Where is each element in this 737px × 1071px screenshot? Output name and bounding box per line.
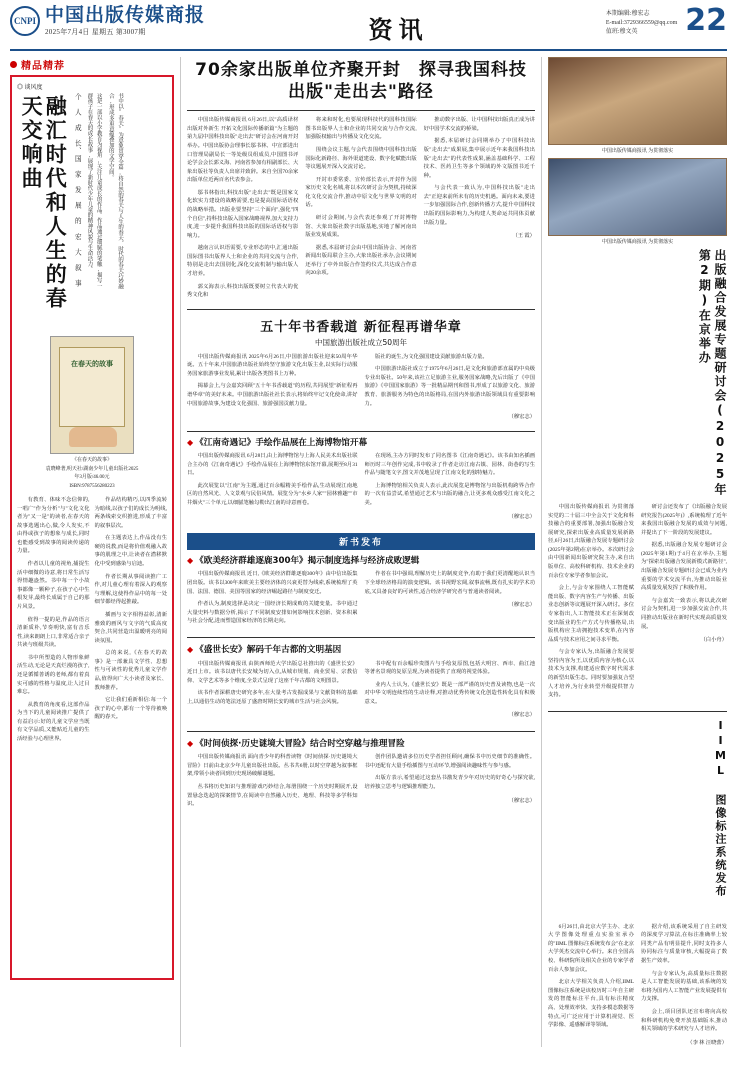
book2-body	[187, 660, 535, 724]
photo-caption-2: 中国出版传媒商报讯 为贯彻落实	[601, 240, 674, 245]
book1-col-2	[365, 570, 536, 629]
travel-col-1	[187, 353, 358, 426]
paragraph: 中国出版传媒商报讯 6月28日,由上海博物馆与上海人民美术出版社联合主办的《江南奇遇记》手绘作品展在上海博物馆东馆开幕,展期至8月31日。	[187, 453, 358, 477]
feature-text-columns	[17, 496, 167, 748]
paragraph: 将来和时化,也要展现科技代的国科技国际图书出版界人士和企业的共同交流与合作交流,加强版权输出与传播及文化交流。	[305, 117, 417, 141]
byline: （穆宏志）	[508, 602, 535, 609]
book1-col-1	[187, 570, 358, 629]
paragraph: 中国出版传媒商报讯 面向青少年的科普读物《时间侦探·历史谜境大冒险》日前由北京少年儿童出版社出版。丛书共6册,以时空穿越为叙事框架,带领小读者回到历史现场破解谜题。	[187, 754, 358, 778]
paragraph: 与会代表一致认为,中国科技出版"走出去"正迎来前所未有的历史机遇。面向未来,要进一步加强国际合作,创新传播方式,提升中国科技出版的国际影响力,为构建人类命运共同体贡献出版力量。	[423, 185, 535, 226]
publication-date: 2025年7月4日 星期五 第3007期	[45, 27, 146, 36]
byline: （穆宏志）	[508, 513, 535, 520]
book1-heading	[187, 556, 535, 568]
paragraph: 此次展览以"江南"为主题,通过百余幅精美手绘作品,生动展现江南地区的自然风光、人文景观与民俗风情。展览分为"水乡人家""园林雅趣""市井烟火"三个单元,以细腻笔触勾勒出江南的诗意画卷。	[187, 482, 358, 506]
divider	[187, 637, 535, 638]
paragraph: 中国出版传媒商报讯 2025年6月26日,中国旅游出版社迎来50周年华诞。五十年来,中国旅游出版社始终坚守旅游文化出版主业,以实际行动服务国家旅游事业发展,累计出版各类图书上万种。	[187, 353, 358, 377]
lead-col-3	[424, 116, 535, 304]
right-block-2	[548, 923, 727, 1051]
byline: （白小舟）	[700, 637, 727, 644]
paragraph: 北京大学相关负责人介绍,IIML 图像标注系统是该校历时三年自主研发的智能标注平台,具有标注精度高、处理效率快、支持多模态数据等特点,可广泛应用于计算机视觉、医学影像、遥感解译等领域。	[548, 979, 634, 1029]
feature-topic: ◎ 谈风度	[17, 85, 43, 91]
book3-col-2	[365, 753, 536, 812]
paragraph: 丛书将历史知识与推理游戏巧妙结合,每册围绕一个历史时期展开,设置悬念迭起的探案情节,在阅读中自然融入历史、地理、科技等多学科知识。	[187, 784, 358, 808]
paragraph: 创作团队邀请多位历史学者担任顾问,确保书中历史细节的准确性。书中还配有大量手绘插图与互动环节,增强阅读趣味性与参与感。	[364, 754, 535, 769]
book1-heading-text: 《欧美经济群雄逐鹿300年》揭示制度选择与经济成败逻辑	[195, 555, 420, 566]
paragraph: 在主题表达上,作品没有生硬的说教,而是将价值观融入故事的肌理之中,让读者在潜移默化中受到感染与启迪。	[94, 535, 167, 568]
exhibition-col-1	[187, 452, 358, 525]
book3-col-1	[187, 753, 358, 812]
book3-body	[187, 753, 535, 812]
exhibition-col-2	[365, 452, 536, 525]
book-caption	[17, 457, 167, 491]
divider	[187, 431, 535, 432]
right-headline-2: IIML 图像标注系统发布	[714, 718, 727, 898]
logo-block	[10, 6, 260, 36]
paragraph: 它让我们重新相信:每一个孩子的心中,都有一个等待被唤醒的春天。	[94, 697, 167, 721]
photo-caption-1: 中国出版传媒商报讯 为贯彻落实	[601, 149, 674, 154]
book3-heading-text: 《时间侦探·历史谜境大冒险》结合时空穿越与推理冒险	[195, 738, 405, 749]
paragraph: 中国旅游出版社成立于1975年6月26日,是文化和旅游部直属的中央级专业出版社。50年来,该社立足旅游主业,服务国家战略,先后出版了《中国旅游》《中国国家旅游》等一批精品期刊和图书,形成了以旅游文化、旅游教育、旅游服务为特色的出版格局,在国内外旅游出版领域具有重要影响力。	[364, 366, 535, 407]
paragraph: 中国出版传媒商报讯 近日,《欧美经济群雄逐鹿300年》由中信出版集团出版。该书以300年来欧美主要经济体的兴衰更替为线索,系统梳理了英国、法国、德国、美国等国家的经济崛起路径与制度变迁。	[187, 571, 358, 595]
right-block-1-col-1	[548, 503, 634, 704]
masthead-meta	[606, 6, 677, 37]
page-number: 22	[685, 3, 727, 38]
masthead	[10, 3, 727, 51]
feature-lead-2: 书中以"春天"为意象贯穿全篇,将自然的春天与人生的春天、时代的春天巧妙融合,形成多重意蕴叠加的文学空间。	[107, 93, 124, 290]
paragraph: 作者以儿童的视角,捕捉生活中细微的诗意,将日常生活写得情趣盎然。书中每一个小故事都像一颗种子,在孩子心中生根发芽,最终长成属于自己的那片风景。	[17, 561, 90, 610]
travel-story-body	[187, 353, 535, 426]
book2-heading	[187, 645, 535, 657]
paragraph: 中国出版传媒商报讯 由陕西师范大学出版总社推出的《盛世长安》近日上市。该书以唐代长安城为切入点,从城市规划、商业贸易、宗教信仰、文学艺术等多个维度,全景式呈现了这座千年古都的文明图景。	[187, 660, 358, 684]
paragraph: 书中配有百余幅珍贵图片与手绘复原图,包括大明宫、西市、曲江池等著名景观的复原呈现,为读者提供了直观的视觉体验。	[364, 660, 535, 676]
triangle-bullet-icon: ◆	[187, 644, 194, 654]
paragraph: 与会专家认为,高质量标注数据是人工智能发展的基础,该系统的发布将为国内人工智能产业发展提供有力支撑。	[641, 970, 727, 1003]
feature-label-text: 精品精荐	[21, 61, 65, 72]
paragraph: 与会嘉宾一致表示,将以此次研讨会为契机,进一步加强交流合作,共同推动出版业在新时代实现高质量发展。	[641, 597, 727, 630]
right-headline-1: 出版融合发展专题研讨会(2025年第2期)在京举办	[697, 249, 727, 497]
feature-label	[10, 57, 174, 72]
feature-box	[10, 75, 174, 980]
paragraph: 有教育、体味不念信仰的,一唱广"作为分析"与"文化文化者为"又一是"的读者,在春天的故事选题出心,做,令人发实,不由得或孩子的想象与成长,同时也能感受到故事的阅读传递的力量。	[17, 497, 90, 555]
lead-col-1	[187, 116, 298, 304]
right-block-2-col-1	[548, 923, 634, 1051]
lead-col-2	[305, 116, 416, 304]
paragraph: 版社的诞生,为文化强国建设贡献旅游出版力量。	[375, 353, 488, 360]
body-grid	[10, 57, 727, 1047]
paragraph: 开封市委常委、宣传部长表示,开封作为国家历史文化名城,将以本次研讨会为契机,持续深化文化交流合作,推动中原文化与世界文明的对话。	[305, 176, 417, 209]
divider	[187, 110, 535, 111]
paragraph: 值得一提的是,作品的语言清新质朴,节奏明快,富有音乐性,读来朗朗上口,非常适合亲子共读与班级共读。	[17, 616, 90, 649]
conference-photo-1	[548, 57, 727, 145]
right-block-1-col-2	[641, 503, 727, 704]
paragraph: 作者长期从事阅读推广工作,对儿童心理有着深入的观察与理解,这使得作品中的每一处细节都经得起推敲。	[94, 573, 167, 606]
paragraph: 书中所塑造的人物形象鲜活生动,无论是天真烂漫的孩子,还是循循善诱的老师,都有着真实可感的性格与温度,让人过目难忘。	[17, 654, 90, 696]
paragraph: 上海博物馆相关负责人表示,此次展览是博物馆与出版机构跨界合作的一次有益尝试,希望通过艺术与出版的融合,让更多观众感受江南文化之美。	[364, 482, 535, 506]
paragraph: 揭幕会上,与会嘉宾回顾"五十年书香载道"的历程,共同展望"新征程再谱华章"的美好未来。中国旅游出版社社长表示,将始终牢记文化使命,讲好中国旅游故事,为建设文化强国、旅游强国贡献力量。	[187, 383, 358, 407]
new-books-band: 新书发布	[187, 533, 535, 550]
byline: （穆宏志）	[508, 797, 535, 804]
paragraph: 出版方表示,希望通过这套丛书激发青少年对历史的好奇心与探究欲,培养独立思考与逻辑推理能力。	[364, 775, 535, 791]
section-name: 资讯	[368, 16, 429, 44]
right-headline-1-wrap	[548, 249, 727, 499]
paragraph: 6月26日,由北京大学主办、北京大学图像处理重点实验室承办的"IIML 图像标注系统发布会"在北京大学英杰交流中心举行。来自全国高校、科研院所及相关企业的专家学者百余人参加会议。	[548, 923, 634, 973]
book2-col-2	[365, 660, 536, 724]
paragraph: 总的来说,《在春天的故事》是一部兼具文学性、思想性与可读性的优秀儿童文学作品,值得向广大小读者及家长、教师推荐。	[94, 650, 167, 691]
paragraph: 会上,项目团队还宣布将向高校和科研机构免费开放基础版本,推动相关领域的学术研究与人才培养。	[641, 1008, 727, 1033]
center-column	[180, 57, 542, 1047]
paragraph: 据悉,本届研讨会由中国出版协会、河南省新闻出版局联合主办,大象出版社承办,会议期间还举行了中外出版合作签约仪式,共达成合作意向20余项。	[305, 244, 417, 277]
paragraph: 据介绍,该系统采用了自主研发的深度学习算法,在标注准确率上较同类产品有明显提升,同时支持多人协同标注与质量审核,大幅提高了数据生产效率。	[641, 923, 727, 965]
paragraph: 邬书林指出,科技出版"走出去"既是国家文化软实力建设的战略需要,也是提高国际话语权的战略举措。出版业要坚持"三个面向",强化"四个自信",持科技出版入国家战略视界,加大支持力度,进一步提升我国科技出版的国际话语权与影响力。	[187, 189, 299, 239]
book-cover-image	[50, 336, 134, 454]
exhibition-heading-text: 《江南奇遇记》手绘作品展在上海博物馆开幕	[195, 437, 368, 448]
bullet-icon	[10, 61, 17, 68]
feature-col-2	[95, 496, 168, 748]
conference-photo-2	[548, 158, 727, 236]
book-caption-title: 《在春天的故事》	[71, 458, 112, 463]
paragraph: 中国出版传媒商报讯 为贯彻落实党的二十届三中全会关于文化和科技融合的重要部署,加强出版融合发展研究,探索出版业高质量发展新路径,6月26日,出版融合发展专题研讨会(2025年第2期)在京举办。本次研讨会由中国新闻出版研究院主办,来自出版单位、高校科研机构、技术企业的百余位专家学者参加会议。	[548, 504, 634, 579]
right-block-2-col-2	[641, 923, 727, 1051]
paragraph: 业内人士认为,《盛世长安》既是一部严谨的历史普及读物,也是一次对中华文明连续性的生动诠释,对推动优秀传统文化创造性转化具有积极意义。	[364, 681, 535, 705]
byline: （穆宏志）	[508, 712, 535, 719]
paragraph: 推动数字出版、让中国科技出版真正成为讲好中国学术交流的桥梁。	[423, 117, 535, 132]
paragraph: 作者在书中强调,理解历史上的制度竞争,有助于我们更清醒地认识当下全球经济格局的演变逻辑。该书视野宏阔,叙事流畅,既有扎实的学术功底,又具备良好的可读性,适合经济学研究者与普通读者阅读。	[364, 571, 535, 595]
paragraph: 从教育的角度看,这部作品为当下的儿童阅读推广提供了有益启示:好的儿童文学应当既有文学品质,又能贴近儿童的生活经验与心理世界。	[17, 701, 90, 743]
paragraph: 会上,与会专家围绕人工智能赋能出版、数字内容生产与传播、出版业态创新等议题展开深入研讨。多位专家指出,人工智能技术正在深刻改变出版业的生产方式与传播格局,出版机构应主动拥抱技术变革,在内容品质与技术应用之间寻求平衡。	[548, 585, 634, 643]
book3-heading	[187, 739, 535, 751]
triangle-bullet-icon: ◆	[187, 437, 194, 447]
book-caption-isbn: ISBN:9787556280223	[69, 483, 115, 489]
editor-line: 本期编辑:穆宏志	[605, 11, 650, 17]
book-cover-title: 在春天的故事	[71, 360, 113, 368]
book-cover-illustration	[69, 427, 117, 447]
section-name-block	[260, 6, 537, 45]
exhibition-heading	[187, 438, 535, 450]
divider	[187, 731, 535, 732]
paragraph: 中国出版传媒商报讯 6月26日,以"高质译材出版对外新生 开拓文化国际传播新篇"为主题的第九届中国科技出版"走出去"研讨会在河南开封举办。中国出版协会理事长邬书林、中宣部进出口管理局副局长一等处级员组成员,中国图书评论学会会长郭义海、河南省参加有相副部长、大象出版社等负责人出席并致辞。来自全国70余家出版单位近两百名代表参会。	[187, 117, 299, 184]
paragraph: 作者认为,制度选择是决定一国经济长期成败的关键变量。书中通过大量史料与数据分析,揭示了不同制度安排如何影响技术创新、资本积累与社会分配,进而塑造国家经济的长期走向。	[187, 601, 358, 625]
exhibition-body	[187, 452, 535, 525]
book2-col-1	[187, 660, 358, 724]
feature-title: 融汇时代和人生的春天交响曲	[19, 95, 68, 311]
left-column	[10, 57, 180, 1047]
byline: （李 林 汪晓蕾）	[687, 1039, 727, 1046]
paragraph: 据悉,出版融合发展专题研讨会(2025年第1期)于4月在京举办,主题为"探索出版融合发展新模式新路径",出版融合发展专题研讨会已成为业内重要的学术交流平台,为推动出版业高质量发展发挥了积极作用。	[641, 542, 727, 592]
byline: （王 霞）	[512, 233, 535, 240]
publication-logo-icon: CNPI	[10, 6, 40, 36]
divider	[548, 711, 727, 712]
feature-title-area	[17, 93, 167, 330]
book-caption-price: 年3月版/46.00元	[74, 475, 110, 480]
paragraph: 郭义海表示,科技出版既要树立代表大的优秀文化和	[187, 283, 299, 299]
paragraph: 作品结构精巧,以四季流转为暗线,以孩子们的成长为明线,两条线索交织推进,形成了丰富的叙事层次。	[94, 497, 167, 529]
book1-body	[187, 570, 535, 629]
paragraph: 据悉,本届研讨会同期举办了中国科技出版"走出去"成果展,集中展示近年来我国科技出版"走出去"的代表性成果,涵盖基础科学、工程技术、医药卫生等多个领域的外文版图书近千种。	[423, 138, 535, 179]
feature-lead-1: 这是一部以小学教育为视角,关注儿童成长的作品。作品通过细腻的笔触,描写一群孩子在春天的成长故事,展现了新时代少年儿童的精神风貌与生命活力。	[86, 93, 102, 289]
book2-heading-text: 《盛世长安》解码千年古都的文明基因	[195, 644, 342, 655]
lead-body	[187, 116, 535, 304]
feature-subtitle: 个 人 成 长、国 家 发 展 的 宏 大 叙 事	[73, 93, 81, 288]
duty-line: 值班:穆文英	[605, 29, 638, 35]
paragraph: 该书作者深耕唐史研究多年,在大量考古发掘成果与文献资料的基础上,以通俗生动的笔法还原了盛唐时期长安的城市生活与社会风貌。	[187, 690, 358, 705]
travel-col-2	[365, 353, 536, 426]
right-headline-2-wrap	[548, 719, 727, 919]
divider	[187, 309, 535, 310]
lead-headline: 70余家出版单位齐聚开封 探寻我国科技出版"走出去"路径	[195, 60, 527, 103]
publication-title: 中国出版传媒商报	[45, 4, 206, 26]
masthead-right	[537, 3, 727, 38]
right-column	[542, 57, 727, 1047]
right-block-1	[548, 503, 727, 704]
byline: （穆宏志）	[508, 414, 535, 421]
paragraph: 在现场,主办方同时发布了同名图书《江南奇遇记》。该书由知名插画师历时三年创作完成,书中收录了作者走访江南古镇、园林、街巷的写生作品与随笔文字,图文并茂地呈现了江南文化的独特魅力。	[364, 453, 535, 477]
paragraph: 研讨会还发布了《出版融合发展研究报告(2025年)》,系统梳理了近年来我国出版融合发展的成效与问题,并提出了下一阶段的发展建议。	[641, 504, 727, 536]
book-caption-publisher: 袁晓峰著,明天社/湖南少年儿童出版社2025	[45, 466, 139, 472]
travel-story-title: 五十年书香载道 新征程再谱华章	[260, 319, 462, 335]
paragraph: 围绕会议主题,与会代表围绕中国科技出版国际化新路径、海外渠道建设、数字化赋能出版等议题展开深入交流讨论。	[305, 146, 417, 171]
triangle-bullet-icon: ◆	[187, 555, 194, 565]
email-line: E-mail:3729366559@qq.com	[605, 20, 678, 26]
travel-story-subtitle: 中国旅游出版社成立50周年	[314, 337, 408, 347]
paragraph: 与会专家认为,出版融合发展要坚持内容为王,以优质内容为核心,以技术为支撑,构建适应数字时代需求的新型出版生态。同时要加强复合型人才培养,为行业转型升级提供智力支持。	[548, 649, 634, 699]
paragraph: 越南言认识语需要,专业形态的中,汇通出版国际图书出版界人士和企业的共同交流与合作,特别是走出去国别化,深化交流机制与输出版人才培养。	[187, 245, 299, 278]
paragraph: 插画与文字相得益彰,清新雅致的画风与文字的气质高度契合,共同营造出温暖明亮的阅读氛围。	[94, 611, 167, 644]
feature-col-1	[17, 496, 90, 748]
triangle-bullet-icon: ◆	[187, 738, 194, 748]
paragraph: 研讨会期间,与会代表还参观了开封博物馆、大象出版社数字出版基地,实地了解河南出版业发展成果。	[305, 214, 417, 239]
